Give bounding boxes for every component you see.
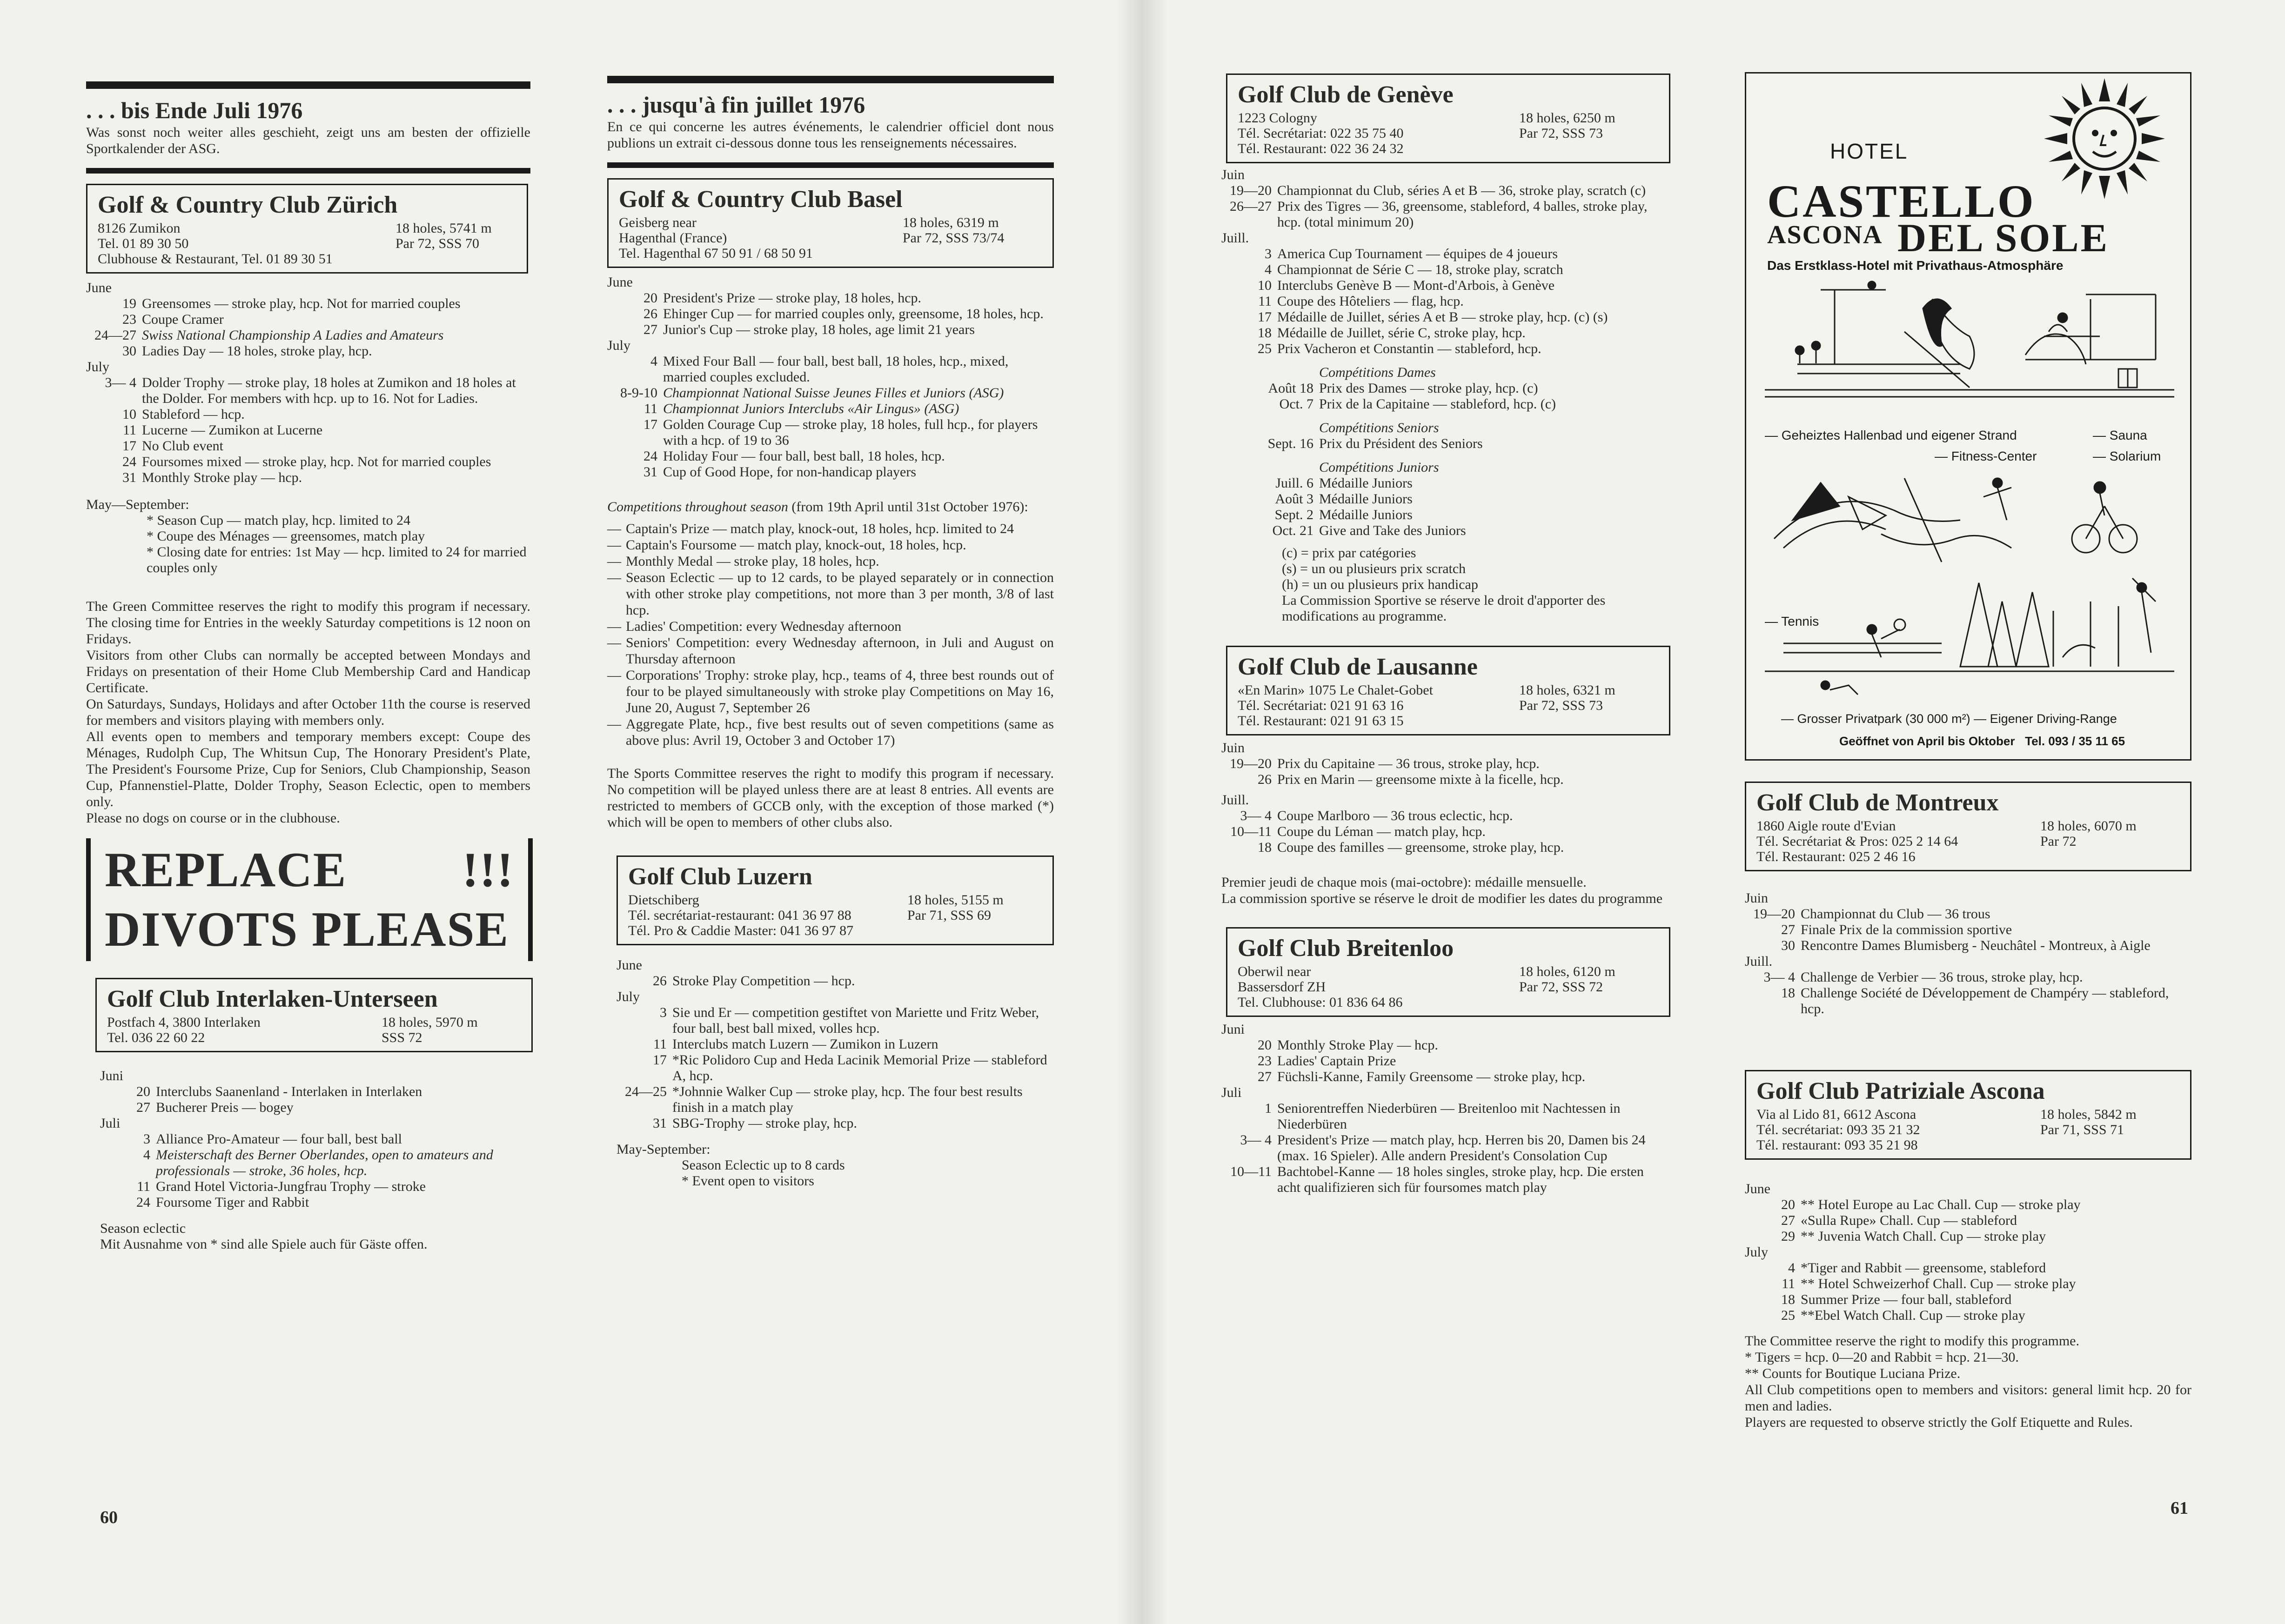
club-phone: Tél. restaurant: 093 35 21 98 [1756,1137,1918,1153]
club-phone: Tel. 01 89 30 50 [98,236,189,251]
list-item: 20 ** Hotel Europe au Lac Chall. Cup — stroke play [1781,1197,2081,1212]
list-item: 11 Interclubs match Luzern — Zumikon in Luzern [653,1036,938,1052]
feature-solarium: — Solarium [2093,449,2161,463]
list-item: Sept. 2 Médaille Juniors [1274,507,1413,522]
club-par: Par 72, SSS 70 [395,236,480,251]
paragraph: The Green Committee reserves the right to modify this program if necessary. The closing time for Entries in the weekly Saturday competitions is 12 noon on Fridays. [86,599,530,647]
club-address-line: Oberwil near [1238,964,1311,979]
top-rule [607,76,1054,83]
list-item: 1 Seniorentreffen Niederbüren — Breitenloo mit Nachtessen in Niederbüren [1265,1101,1621,1132]
club-phone: Tél. Secrétariat: 021 91 63 16 [1238,698,1404,713]
paragraph: Premier jeudi de chaque mois (mai-octobre): médaille mensuelle. [1221,875,1587,890]
legend-item: (s) = un ou plusieurs prix scratch [1282,561,1466,576]
paragraph: Visitors from other Clubs can normally be accepted between Mondays and Fridays on presentation of their Home Club Membership Card and Handicap Certificate. [86,648,530,695]
club-header-montreux [1745,782,2191,871]
paragraph: The Sports Committee reserves the right to modify this program if necessary. No competition will be played unless there are at least 8 entries. All events are restricted to members of GCCB only, with the exception of those marked (*) which will be open to members of other clubs also. [607,766,1054,830]
list-item: — Seniors' Competition: every Wednesday afternoon, in Juli and August on Thursday afternoon [607,635,1054,667]
list-item: 25 Prix Vacheron et Constantin — stableford, hcp. [1258,341,1541,356]
subheading-seniors: Compétitions Seniors [1319,420,1439,435]
paragraph: The Committee reserve the right to modify this programme. [1745,1333,2079,1349]
club-address-line: Bassersdorf ZH [1238,979,1326,995]
club-holes: 18 holes, 6319 m [903,215,999,230]
month-label: Juni [1221,1022,1245,1037]
list-item: 26 Prix en Marin — greensome mixte à la ficelle, hcp. [1258,772,1564,787]
hotel-name-ascona: ASCONA [1767,221,1883,249]
list-item: — Ladies' Competition: every Wednesday afternoon [607,619,902,634]
list-item: 31 Cup of Good Hope, for non-handicap players [643,464,917,480]
list-item: 24 Holiday Four — four ball, best ball, 18 holes, hcp. [643,448,945,464]
club-header-interlaken [95,978,533,1052]
club-holes: 18 holes, 5842 m [2040,1107,2137,1122]
month-label: July [616,989,640,1004]
club-header-luzern [616,855,1054,945]
month-label: July [86,359,110,374]
list-item: 23 Coupe Cramer [122,312,224,327]
club-holes: 18 holes, 6070 m [2040,818,2137,834]
list-item: 19 Greensomes — stroke play, hcp. Not for married couples [122,296,461,311]
intro-text-fr: En ce qui concerne les autres événements, le calendrier officiel dont nous publions un extrait ci-dessous donne tous les renseignements nécessaires. [607,119,1054,151]
club-header-geneve [1226,74,1670,163]
list-item: * Coupe des Ménages — greensomes, match play [147,528,425,544]
club-phone: Tél. Pro & Caddie Master: 041 36 97 87 [628,923,854,938]
list-item: 3 America Cup Tournament — équipes de 4 joueurs [1265,246,1558,261]
season-intro: Competitions throughout season (from 19th April until 31st October 1976): [607,499,1028,515]
club-header-breitenloo [1226,927,1670,1017]
list-item: 18 Challenge Société de Développement de Champéry — stableford, hcp. [1781,985,2169,1016]
list-item: 27 Füchsli-Kanne, Family Greensome — stroke play, hcp. [1258,1069,1586,1084]
list-item: — Captain's Prize — match play, knock-out, 18 holes, hcp. limited to 24 [607,521,1014,536]
club-par: SSS 72 [382,1030,422,1045]
paragraph: ** Counts for Boutique Luciana Prize. [1745,1366,1961,1381]
list-item: 25 **Ebel Watch Chall. Cup — stroke play [1781,1308,2025,1323]
luzern-schedule [607,957,1054,1189]
list-item: 20 President's Prize — stroke play, 18 holes, hcp. [643,290,922,306]
list-item: 17 No Club event [122,438,223,454]
list-item: * Closing date for entries: 1st May — hcp. limited to 24 for married couples only [147,544,527,575]
paragraph: La commission sportive se réserve le droit de modifier les dates du programme [1221,891,1663,906]
month-label: Juin [1745,890,1769,906]
club-address-line: 8126 Zumikon [98,221,181,236]
show-through-text [1710,1055,1735,1121]
top-rule [86,81,530,89]
list-item: 24 Foursome Tiger and Rabbit [136,1195,309,1210]
club-header-ascona [1745,1070,2191,1160]
legend-item: (c) = prix par catégories [1282,545,1416,561]
page-number: 60 [100,1508,118,1527]
month-label: Juni [100,1068,124,1083]
basel-schedule [607,274,1054,830]
club-phone: Tél. secrétariat: 093 35 21 32 [1756,1122,1920,1137]
club-name: Golf & Country Club Zürich [98,192,398,218]
list-item: 23 Ladies' Captain Prize [1258,1053,1396,1069]
list-item: 26 Ehinger Cup — for married couples only, greensome, 18 holes, hcp. [643,306,1044,321]
sun-logo-icon [2044,78,2165,199]
spine-shadow [1117,0,1168,1624]
intro-text-de: Was sonst noch weiter alles geschieht, zeigt uns am besten der offizielle Sportkalender der ASG. [86,125,530,156]
list-item: 18 Summer Prize — four ball, stableford [1781,1292,2012,1307]
club-address-line: Hagenthal (France) [619,230,727,246]
list-item: 17 Médaille de Juillet, séries A et B — stroke play, hcp. (c) (s) [1258,309,1608,325]
list-item: 31 SBG-Trophy — stroke play, hcp. [653,1116,857,1131]
feature-sauna: — Sauna [2093,428,2147,442]
club-par: Par 71, SSS 69 [907,908,992,923]
month-label: May—September: [86,497,189,512]
club-holes: 18 holes, 6321 m [1519,682,1615,698]
club-phone: Tél. secrétariat-restaurant: 041 36 97 88 [628,908,851,923]
tennis-illustration [1765,574,2174,699]
list-item: 30 Rencontre Dames Blumisberg - Neuchâtel - Montreux, à Aigle [1781,938,2151,953]
list-item: 24—27 Swiss National Championship A Ladies and Amateurs [94,327,444,343]
left-column-2 [607,76,1054,1189]
list-item: 4 Meisterschaft des Berner Oberlandes, open to amateurs and professionals — stroke, 36 holes, hcp. [143,1147,493,1178]
club-name: Golf Club de Montreux [1756,789,1999,816]
footer-note: Season eclectic [100,1221,186,1236]
list-item: 3— 4 Coupe Marlboro — 36 trous eclectic, hcp. [1240,808,1513,823]
club-header-basel [607,178,1054,268]
club-address-line: Postfach 4, 3800 Interlaken [107,1015,261,1030]
month-label: July [1745,1244,1769,1260]
list-item: 26—27 Prix des Tigres — 36, greensome, stableford, 4 balles, stroke play, hcp. (total minimum 20) [1230,199,1648,230]
club-par: Par 71, SSS 71 [2040,1122,2124,1137]
breitenloo-schedule [1221,1022,1668,1196]
month-label: May-September: [616,1142,710,1157]
hotel-opening: Geöffnet von April bis Oktober Tel. 093 / 35 11 65 [1839,734,2125,748]
subheading-dames: Compétitions Dames [1319,365,1436,380]
club-holes: 18 holes, 5741 m [395,221,492,236]
club-phone: Tel. 036 22 60 22 [107,1030,205,1045]
club-phone: Tel. Hagenthal 67 50 91 / 68 50 91 [619,246,813,261]
section-rule [86,168,530,174]
club-holes: 18 holes, 6250 m [1519,110,1615,126]
hotel-advert [1745,72,2191,761]
list-item: 4 Mixed Four Ball — four ball, best ball, 18 holes, hcp., mixed, married couples excluded. [650,354,1009,385]
club-par: Par 72, SSS 73 [1519,698,1603,713]
club-par: Par 72, SSS 72 [1519,979,1603,995]
list-item: Juill. 6 Médaille Juniors [1275,475,1413,491]
club-name: Golf Club Luzern [628,863,812,890]
paragraph: All Club competitions open to members and visitors: general limit hcp. 20 for men and ladies. [1745,1382,2191,1414]
list-item: 17 Golden Courage Cup — stroke play, 18 holes, full hcp., for players with a hcp. of 19 to 36 [643,417,1038,448]
club-holes: 18 holes, 5970 m [382,1015,478,1030]
feature-pool: — Geheiztes Hallenbad und eigener Strand [1765,428,2017,442]
list-item: 8-9-10 Championnat National Suisse Jeunes Filles et Juniors (ASG) [620,385,1004,401]
month-label: Juill. [1221,792,1249,808]
list-item: 24—25 *Johnnie Walker Cup — stroke play, hcp. The four best results finish in a match play [625,1084,1023,1115]
list-item: 26 Stroke Play Competition — hcp. [653,973,855,989]
club-name: Golf & Country Club Basel [619,186,903,213]
legend-item: (h) = un ou plusieurs prix handicap [1282,577,1478,592]
banner-exclamation: !!! [462,842,514,897]
feature-tennis: — Tennis [1765,614,1819,628]
list-item: 3 Sie und Er — competition gestiftet von Mariette und Fritz Weber, four ball, best ball mixed, volles hcp. [660,1005,1039,1036]
month-label: Juin [1221,167,1245,182]
month-label: Juill. [1745,954,1773,969]
list-item: 3— 4 Dolder Trophy — stroke play, 18 holes at Zumikon and 18 holes at the Dolder. For members with hcp. up to 16. Not for Ladies. [105,375,516,406]
club-address-line: Via al Lido 81, 6612 Ascona [1756,1107,1916,1122]
left-column-1 [86,81,530,1252]
list-item: 27 «Sulla Rupe» Chall. Cup — stableford [1781,1213,2017,1228]
club-phone: Tel. Clubhouse: 01 836 64 86 [1238,995,1403,1010]
club-header-lausanne [1226,646,1670,735]
paragraph: * Tigers = hcp. 0—20 and Rabbit = hcp. 21—30. [1745,1350,2019,1365]
list-item: 20 Monthly Stroke Play — hcp. [1258,1037,1438,1053]
replace-divots-banner [86,838,533,961]
section-rule [607,162,1054,168]
month-label: June [1745,1181,1770,1196]
hotel-label: HOTEL [1830,139,1909,163]
list-item: 30 Ladies Day — 18 holes, stroke play, hcp. [122,343,372,359]
month-label: Juli [100,1116,121,1131]
club-holes: 18 holes, 5155 m [907,892,1004,908]
pool-illustration [1765,281,2174,425]
list-item: 27 Junior's Cup — stroke play, 18 holes, age limit 21 years [643,322,975,337]
club-holes: 18 holes, 6120 m [1519,964,1615,979]
club-address-line: «En Marin» 1075 Le Chalet-Gobet [1238,682,1433,698]
list-item: 27 Bucherer Preis — bogey [136,1100,294,1115]
list-item: — Season Eclectic — up to 12 cards, to be played separately or in connection with other stroke play competitions, not more than 3 per month, 3/8 of last hcp. [607,570,1054,618]
feature-fitness: — Fitness-Center [1935,449,2037,463]
month-label: Juin [1221,740,1245,755]
legend-item: La Commission Sportive se réserve le droit d'apporter des modifications au programme. [1282,593,1606,624]
list-item: 11 Coupe des Hôteliers — flag, hcp. [1258,294,1464,309]
page-number: 61 [2171,1498,2188,1518]
paragraph: On Saturdays, Sundays, Holidays and after October 11th the course is reserved for members and visitors playing with members only. [86,696,530,728]
list-item: 10—11 Bachtobel-Kanne — 18 holes singles, stroke play, hcp. Die ersten acht qualifizieren sich für foursomes match play [1230,1164,1644,1195]
club-par: Par 72, SSS 73 [1519,126,1603,141]
club-par: Par 72 [2040,834,2077,849]
club-phone: Clubhouse & Restaurant, Tel. 01 89 30 51 [98,251,333,267]
list-item: 31 Monthly Stroke play — hcp. [122,470,302,485]
list-item: 10 Stableford — hcp. [122,407,245,422]
list-item: — Monthly Medal — stroke play, 18 holes, hcp. [607,554,879,569]
left-page [0,0,1142,1624]
club-phone: Tél. Restaurant: 022 36 24 32 [1238,141,1404,156]
club-address-line: Dietschiberg [628,892,699,908]
list-item: Season Eclectic up to 8 cards [682,1157,845,1173]
list-item: 11 Lucerne — Zumikon at Lucerne [123,422,323,438]
section-heading-de: . . . bis Ende Juli 1976 [86,97,303,123]
section-heading-fr: . . . jusqu'à fin juillet 1976 [607,92,865,118]
list-item: 19—20 Championnat du Club, séries A et B — 36, stroke play, scratch (c) [1230,183,1646,198]
list-item: Oct. 7 Prix de la Capitaine — stableford, hcp. (c) [1279,396,1556,412]
banner-line: REPLACE [105,842,347,897]
list-item: 11 Championnat Juniors Interclubs «Air Lingus» (ASG) [644,401,959,416]
zurich-schedule [86,280,530,826]
list-item: 24 Foursomes mixed — stroke play, hcp. Not for married couples [122,454,491,469]
list-item: 11 Grand Hotel Victoria-Jungfrau Trophy — stroke [137,1179,426,1194]
banner-line: DIVOTS PLEASE [105,902,509,956]
list-item: 27 Finale Prix de la commission sportive [1781,922,2012,937]
month-label: Juli [1221,1085,1242,1100]
subheading-juniors: Compétitions Juniors [1319,460,1439,475]
month-label: Juill. [1221,230,1249,246]
lausanne-schedule [1221,740,1668,907]
club-name: Golf Club Interlaken-Unterseen [107,986,438,1012]
club-name: Golf Club de Genève [1238,81,1454,108]
paragraph: Please no dogs on course or in the clubhouse. [86,810,340,826]
list-item: 18 Médaille de Juillet, série C, stroke play, hcp. [1258,325,1526,341]
list-item: 3 Alliance Pro-Amateur — four ball, best ball [143,1131,402,1147]
right-column-1 [1221,74,1668,1196]
list-item: 4 Championnat de Série C — 18, stroke play, scratch [1265,262,1563,277]
feature-park: — Grosser Privatpark (30 000 m²) — Eigener Driving-Range [1781,712,2117,726]
interlaken-schedule [86,1068,530,1252]
club-phone: Tél. Restaurant: 021 91 63 15 [1238,713,1404,728]
club-address-line: 1860 Aigle route d'Evian [1756,818,1896,834]
club-name: Golf Club de Lausanne [1238,654,1478,680]
month-label: June [607,274,633,290]
list-item: 10 Interclubs Genève B — Mont-d'Arbois, à Genève [1258,278,1555,293]
beach-illustration [1765,469,2174,576]
month-label: July [607,338,631,353]
right-page [1142,0,2285,1624]
list-item: 18 Coupe des familles — greensome, stroke play, hcp. [1258,840,1564,855]
geneve-schedule [1221,167,1668,624]
list-item: 19—20 Championnat du Club — 36 trous [1753,906,1990,922]
club-phone: Tél. Secrétariat & Pros: 025 2 14 64 [1756,834,1958,849]
footer-note: Mit Ausnahme von * sind alle Spiele auch für Gäste offen. [100,1236,428,1252]
list-item: Oct. 21 Give and Take des Juniors [1272,523,1466,538]
list-item: 3— 4 President's Prize — match play, hcp. Herren bis 20, Damen bis 24 (max. 16 Spieler). Alle andern President's Consolation Cup [1240,1132,1646,1163]
list-item: 10—11 Coupe du Léman — match play, hcp. [1230,824,1486,839]
club-header-zurich [86,184,528,274]
club-name: Golf Club Patriziale Ascona [1756,1078,2045,1104]
list-item: Août 18 Prix des Dames — stroke play, hcp. (c) [1268,381,1538,396]
list-item: 20 Interclubs Saanenland - Interlaken in Interlaken [136,1084,422,1099]
club-phone: Tél. Secrétariat: 022 35 75 40 [1238,126,1404,141]
club-address-line: 1223 Cologny [1238,110,1317,126]
club-address-line: Geisberg near [619,215,697,230]
list-item: — Corporations' Trophy: stroke play, hcp., teams of 4, three best rounds out of four to be played simultaneously with stroke play Competitions on May 16, June 20, August 7, September 26 [607,668,1054,715]
ascona-schedule [1745,1181,2191,1430]
list-item: 11 ** Hotel Schweizerhof Chall. Cup — stroke play [1782,1276,2076,1291]
list-item: 4 *Tiger and Rabbit — greensome, stableford [1788,1260,2046,1276]
list-item: 3— 4 Challenge de Verbier — 36 trous, stroke play, hcp. [1763,969,2083,985]
club-name: Golf Club Breitenloo [1238,935,1454,962]
hotel-name-castello: CASTELLO [1767,175,2036,227]
club-phone: Tél. Restaurant: 025 2 46 16 [1756,849,1916,864]
list-item: Août 3 Médaille Juniors [1275,491,1413,507]
legend [1221,545,1668,624]
hotel-tagline: Das Erstklass-Hotel mit Privathaus-Atmosphäre [1767,258,2064,273]
list-item: 29 ** Juvenia Watch Chall. Cup — stroke play [1781,1229,2046,1244]
list-item: * Season Cup — match play, hcp. limited to 24 [147,513,411,528]
list-item: Sept. 16 Prix du Président des Seniors [1267,436,1483,451]
list-item: 17 *Ric Polidoro Cup and Heda Lacinik Memorial Prize — stableford A, hcp. [653,1052,1047,1083]
list-item: 19—20 Prix du Capitaine — 36 trous, stroke play, hcp. [1230,756,1540,771]
month-label: June [616,957,642,973]
montreux-schedule [1745,890,2191,1017]
list-item: * Event open to visitors [682,1173,814,1189]
hotel-name-delsole: DEL SOLE [1897,215,2110,260]
month-label: June [86,280,112,295]
list-item: — Captain's Foursome — match play, knock-out, 18 holes, hcp. [607,537,966,553]
paragraph: All events open to members and temporary members except: Coupe des Ménages, Rudolph Cup, The Whitsun Cup, The Honorary President's Plate, The President's Foursome Prize, Cup for Seniors, Club Championship, Season Cup, Pfannenstiel-Platte, Dolder Trophy, Season Eclectic, open to members only. [86,729,530,809]
paragraph: Players are requested to observe strictly the Golf Etiquette and Rules. [1745,1415,2133,1430]
club-par: Par 72, SSS 73/74 [903,230,1005,246]
list-item: — Aggregate Plate, hcp., five best results out of seven competitions (same as above plus: Avril 19, October 3 and October 17) [607,716,1054,748]
